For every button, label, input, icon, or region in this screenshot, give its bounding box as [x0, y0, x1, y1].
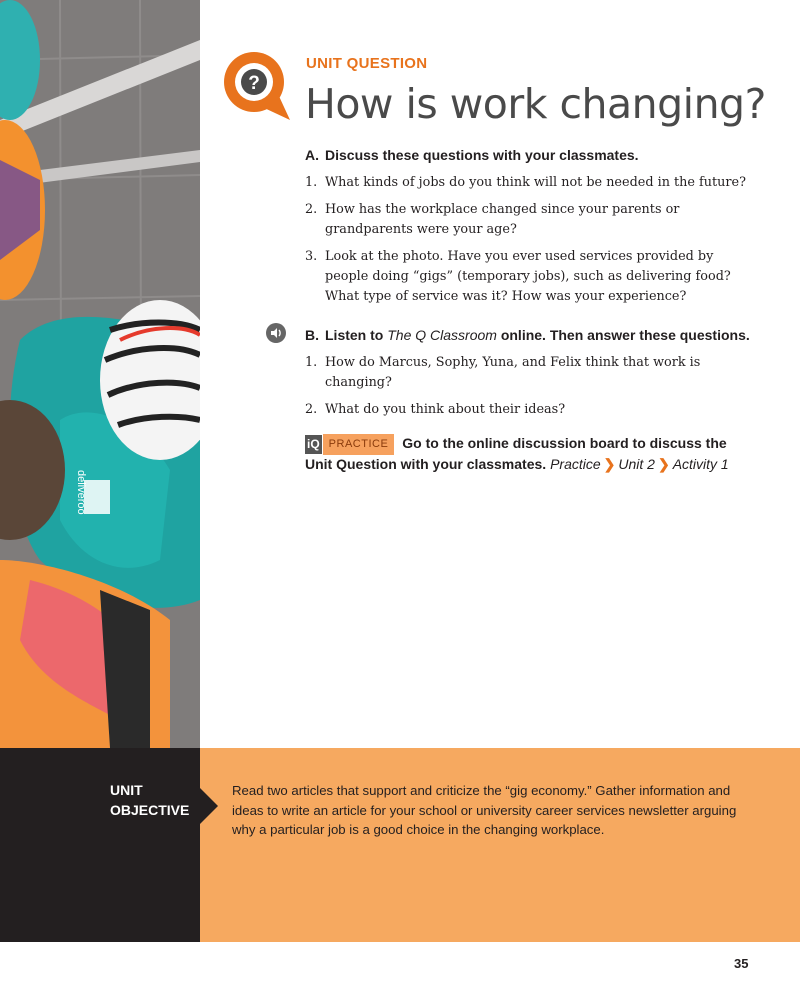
page-number: 35	[734, 956, 749, 971]
question-number: 2.	[305, 202, 318, 217]
list-item	[305, 353, 755, 393]
unit-objective-text: Read two articles that support and criticize the “gig economy.” Gather information and ideas to write an article for your school or university career services newsletter arguing why a particular job is a good choice in the changing workplace.	[232, 783, 737, 837]
section-b-instruction-pre: Listen to	[325, 327, 388, 343]
practice-path-step[interactable]: Unit 2	[618, 456, 655, 472]
iq-logo: iQ	[305, 435, 322, 454]
question-text: How has the workplace changed since your parents or grandparents were your age?	[325, 202, 680, 237]
unit-objective-label	[110, 780, 189, 820]
section-b	[305, 325, 755, 420]
objective-text-panel	[200, 748, 800, 942]
section-a-instruction: Discuss these questions with your classmates.	[325, 147, 639, 163]
question-mark-glyph: ?	[248, 73, 260, 94]
section-b-questions	[305, 353, 755, 420]
section-b-instruction-post: online. Then answer these questions.	[496, 327, 750, 343]
practice-path-step[interactable]: Activity 1	[672, 456, 729, 472]
question-number: 1.	[305, 355, 318, 370]
chevron-right-icon: ❯	[603, 456, 616, 472]
list-item	[305, 173, 755, 193]
list-item	[305, 400, 755, 420]
section-a-questions	[305, 173, 755, 307]
objective-label-line: OBJECTIVE	[110, 802, 190, 818]
question-number: 2.	[305, 402, 318, 417]
cyclists-photo	[0, 0, 200, 748]
practice-tag: PRACTICE	[323, 434, 395, 455]
objective-arrow-icon	[198, 786, 218, 826]
objective-label-line: UNIT	[110, 782, 143, 798]
section-a-heading	[305, 145, 755, 165]
practice-callout	[305, 434, 755, 474]
page-title: How is work changing?	[305, 80, 766, 128]
practice-path[interactable]	[550, 456, 729, 472]
list-item	[305, 200, 755, 240]
question-text: Look at the photo. Have you ever used services provided by people doing “gigs” (temporary jobs), such as delivering food? What type of service was it? How was your experience?	[325, 249, 731, 304]
practice-path-step[interactable]: Practice	[550, 456, 601, 472]
chevron-right-icon: ❯	[657, 456, 670, 472]
audio-speaker-icon[interactable]	[266, 323, 286, 343]
objective-label-panel	[0, 748, 200, 942]
activity-content	[305, 145, 755, 474]
section-b-letter: B.	[305, 327, 319, 343]
question-text: What do you think about their ideas?	[325, 402, 566, 417]
unit-question-icon	[220, 50, 296, 122]
section-b-heading	[305, 325, 755, 345]
question-text: What kinds of jobs do you think will not be needed in the future?	[325, 175, 746, 190]
section-a	[305, 145, 755, 307]
question-text: How do Marcus, Sophy, Yuna, and Felix think that work is changing?	[325, 355, 701, 390]
practice-text: Go to the online discussion board to discuss the Unit Question with your classmates.	[305, 435, 727, 472]
list-item	[305, 247, 755, 307]
unit-question-label: UNIT QUESTION	[306, 55, 428, 72]
section-b-instruction-title: The Q Classroom	[387, 327, 497, 343]
question-number: 3.	[305, 249, 318, 264]
photo-brand-text: deliveroo	[75, 470, 87, 515]
question-number: 1.	[305, 175, 318, 190]
section-a-letter: A.	[305, 147, 319, 163]
